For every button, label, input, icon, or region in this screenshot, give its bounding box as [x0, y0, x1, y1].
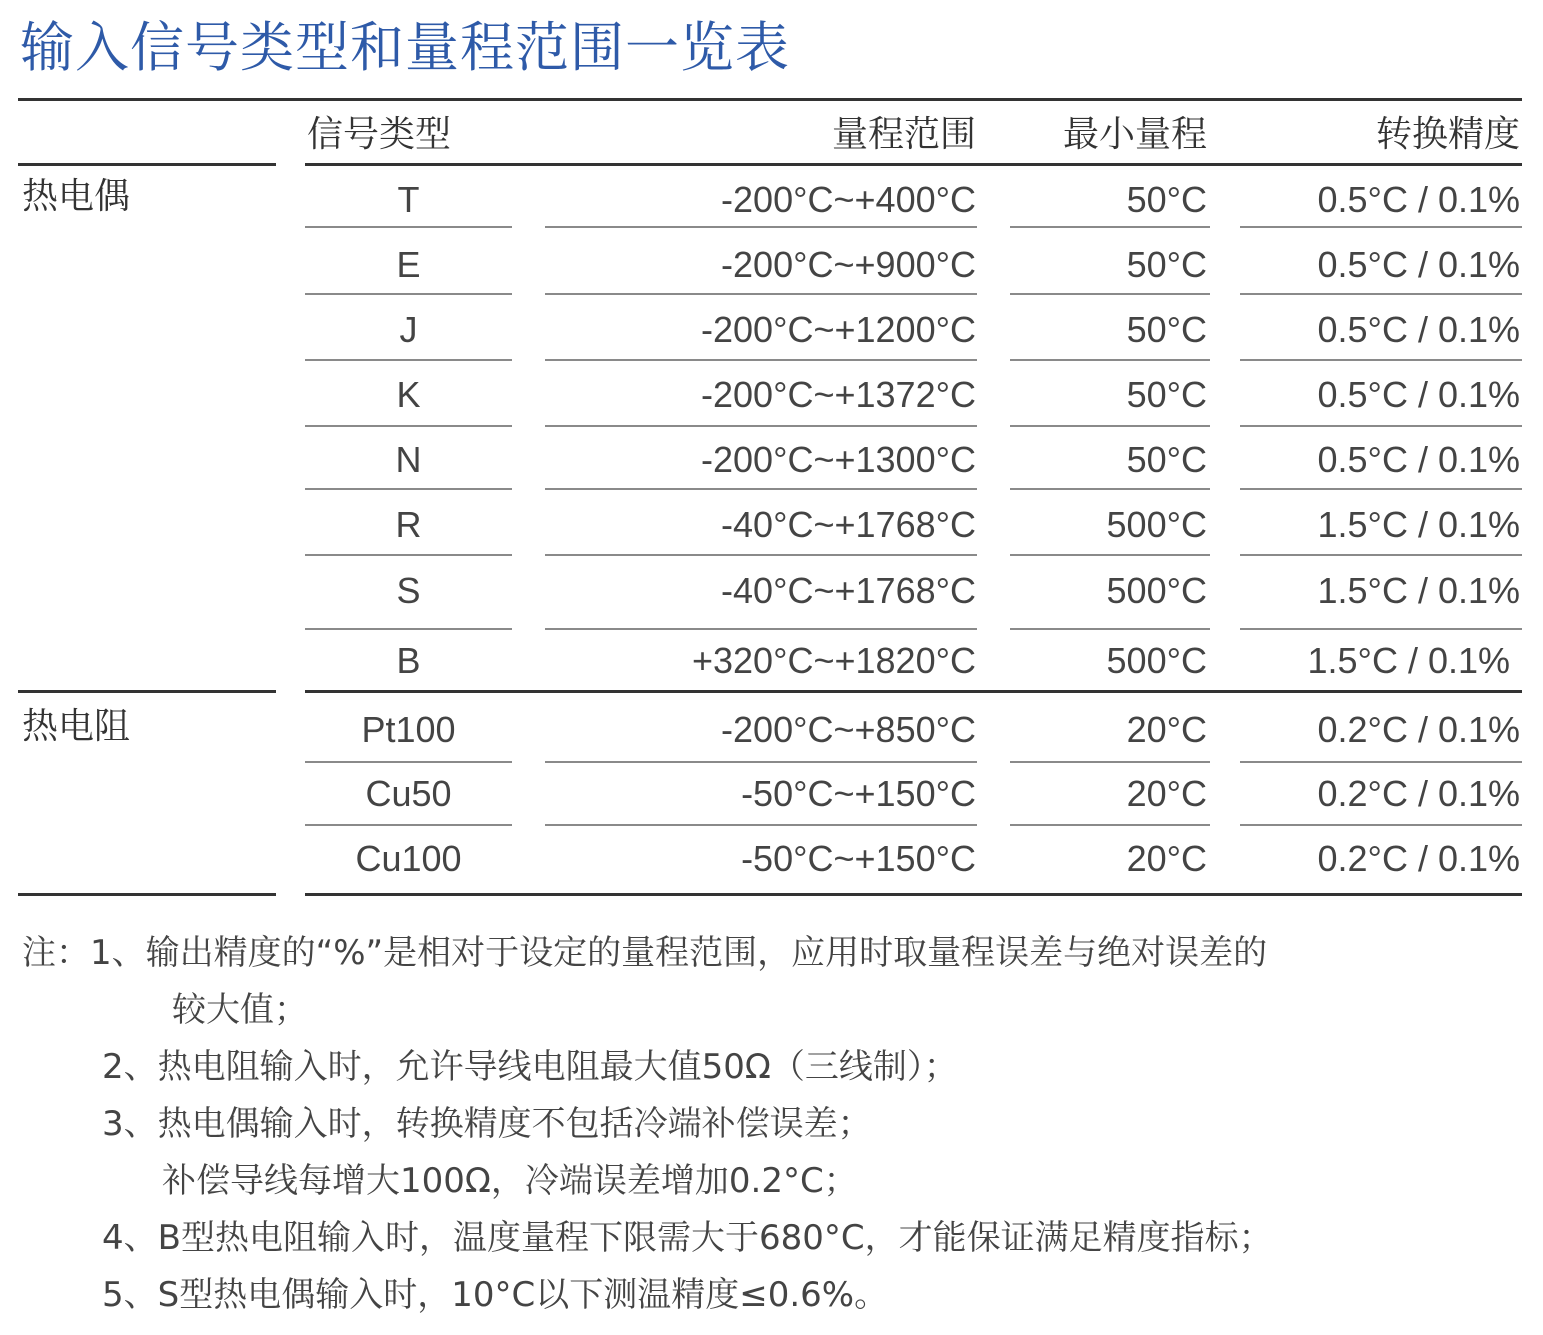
table-row-type: Cu100 — [355, 838, 462, 879]
row-separator — [305, 226, 512, 228]
note-3-continued: 补偿导线每增大100Ω，冷端误差增加0.2°C； — [162, 1161, 858, 1201]
row-separator — [1010, 824, 1210, 826]
row-separator — [1010, 488, 1210, 490]
row-separator — [545, 226, 977, 228]
table-row-min-span: 500°C — [1106, 570, 1207, 611]
table-row-accuracy: 1.5°C / 0.1% — [1307, 640, 1510, 681]
table-row-type: J — [399, 309, 418, 350]
row-separator — [305, 425, 512, 427]
row-separator — [305, 359, 512, 361]
table-bottom-rule-right — [305, 893, 1522, 896]
table-row-accuracy: 0.5°C / 0.1% — [1317, 179, 1520, 220]
header-rule-left — [18, 163, 276, 166]
row-separator — [545, 554, 977, 556]
header-accuracy: 转换精度 — [1375, 114, 1520, 155]
table-row-type: N — [395, 439, 422, 480]
table-row-range: +320°C~+1820°C — [691, 640, 976, 681]
row-separator — [545, 425, 977, 427]
row-separator — [1240, 761, 1522, 763]
table-row-min-span: 50°C — [1126, 374, 1207, 415]
table-row-accuracy: 1.5°C / 0.1% — [1317, 504, 1520, 545]
table-row-accuracy: 0.2°C / 0.1% — [1317, 838, 1520, 879]
table-bottom-rule-left — [18, 893, 276, 896]
header-rule-right — [305, 163, 1522, 166]
table-row-min-span: 20°C — [1126, 773, 1207, 814]
table-row-min-span: 500°C — [1106, 504, 1207, 545]
table-row-min-span: 50°C — [1126, 244, 1207, 285]
row-separator — [1240, 824, 1522, 826]
header-min-span: 最小量程 — [1062, 114, 1207, 155]
table-row-accuracy: 0.5°C / 0.1% — [1317, 439, 1520, 480]
row-separator — [545, 488, 977, 490]
table-row-accuracy: 0.2°C / 0.1% — [1317, 709, 1520, 750]
row-separator — [305, 824, 512, 826]
row-separator — [545, 628, 977, 630]
table-row-type: T — [397, 179, 420, 220]
table-row-type: Cu50 — [365, 773, 452, 814]
table-row-accuracy: 1.5°C / 0.1% — [1317, 570, 1520, 611]
note-2: 2、热电阻输入时，允许导线电阻最大值50Ω（三线制）； — [102, 1047, 958, 1087]
note-1: 注：1、输出精度的“%”是相对于设定的量程范围，应用时取量程误差与绝对误差的 — [22, 933, 1268, 973]
table-row-min-span: 50°C — [1126, 439, 1207, 480]
row-separator — [545, 824, 977, 826]
table-row-accuracy: 0.5°C / 0.1% — [1317, 374, 1520, 415]
table-row-type: E — [396, 244, 421, 285]
row-separator — [545, 293, 977, 295]
group-rule-left — [18, 690, 276, 693]
row-separator — [1240, 226, 1522, 228]
table-row-range: -200°C~+850°C — [721, 709, 976, 750]
row-separator — [305, 554, 512, 556]
note-3: 3、热电偶输入时，转换精度不包括冷端补偿误差； — [102, 1104, 872, 1144]
row-separator — [305, 628, 512, 630]
table-row-type: Pt100 — [361, 709, 456, 750]
row-separator — [1010, 226, 1210, 228]
table-row-min-span: 500°C — [1106, 640, 1207, 681]
table-row-range: -200°C~+400°C — [721, 179, 976, 220]
row-separator — [1010, 425, 1210, 427]
table-row-type: B — [396, 640, 421, 681]
table-top-rule — [18, 98, 1522, 101]
row-separator — [305, 488, 512, 490]
note-1-continued: 较大值； — [172, 990, 308, 1030]
row-separator — [1240, 554, 1522, 556]
table-row-range: -200°C~+900°C — [721, 244, 976, 285]
table-row-type: K — [396, 374, 421, 415]
row-separator — [1010, 554, 1210, 556]
table-row-min-span: 20°C — [1126, 709, 1207, 750]
table-row-range: -200°C~+1200°C — [701, 309, 976, 350]
row-separator — [1010, 761, 1210, 763]
group-rtd: 热电阻 — [22, 706, 131, 747]
header-range: 量程范围 — [831, 114, 976, 155]
table-row-min-span: 20°C — [1126, 838, 1207, 879]
table-row-accuracy: 0.2°C / 0.1% — [1317, 773, 1520, 814]
row-separator — [1010, 293, 1210, 295]
row-separator — [1240, 359, 1522, 361]
note-4: 4、B型热电阻输入时，温度量程下限需大于680°C，才能保证满足精度指标； — [102, 1218, 1273, 1258]
row-separator — [1240, 628, 1522, 630]
row-separator — [545, 761, 977, 763]
table-row-min-span: 50°C — [1126, 179, 1207, 220]
table-row-range: -40°C~+1768°C — [721, 570, 976, 611]
table-row-min-span: 50°C — [1126, 309, 1207, 350]
table-row-type: R — [395, 504, 422, 545]
table-row-range: -200°C~+1372°C — [701, 374, 976, 415]
row-separator — [305, 761, 512, 763]
row-separator — [1240, 488, 1522, 490]
row-separator — [1010, 628, 1210, 630]
group-rule-right — [305, 690, 1522, 693]
row-separator — [545, 359, 977, 361]
table-row-range: -200°C~+1300°C — [701, 439, 976, 480]
page-title: 输入信号类型和量程范围一览表 — [20, 16, 790, 79]
table-row-type: S — [396, 570, 421, 611]
note-5: 5、S型热电偶输入时，10°C以下测温精度≤0.6%。 — [102, 1275, 889, 1315]
table-row-range: -50°C~+150°C — [741, 838, 976, 879]
table-row-accuracy: 0.5°C / 0.1% — [1317, 244, 1520, 285]
row-separator — [305, 293, 512, 295]
table-row-accuracy: 0.5°C / 0.1% — [1317, 309, 1520, 350]
group-thermocouple: 热电偶 — [22, 176, 131, 217]
table-row-range: -50°C~+150°C — [741, 773, 976, 814]
row-separator — [1240, 425, 1522, 427]
row-separator — [1010, 359, 1210, 361]
row-separator — [1240, 293, 1522, 295]
header-type: 信号类型 — [307, 114, 452, 155]
table-row-range: -40°C~+1768°C — [721, 504, 976, 545]
